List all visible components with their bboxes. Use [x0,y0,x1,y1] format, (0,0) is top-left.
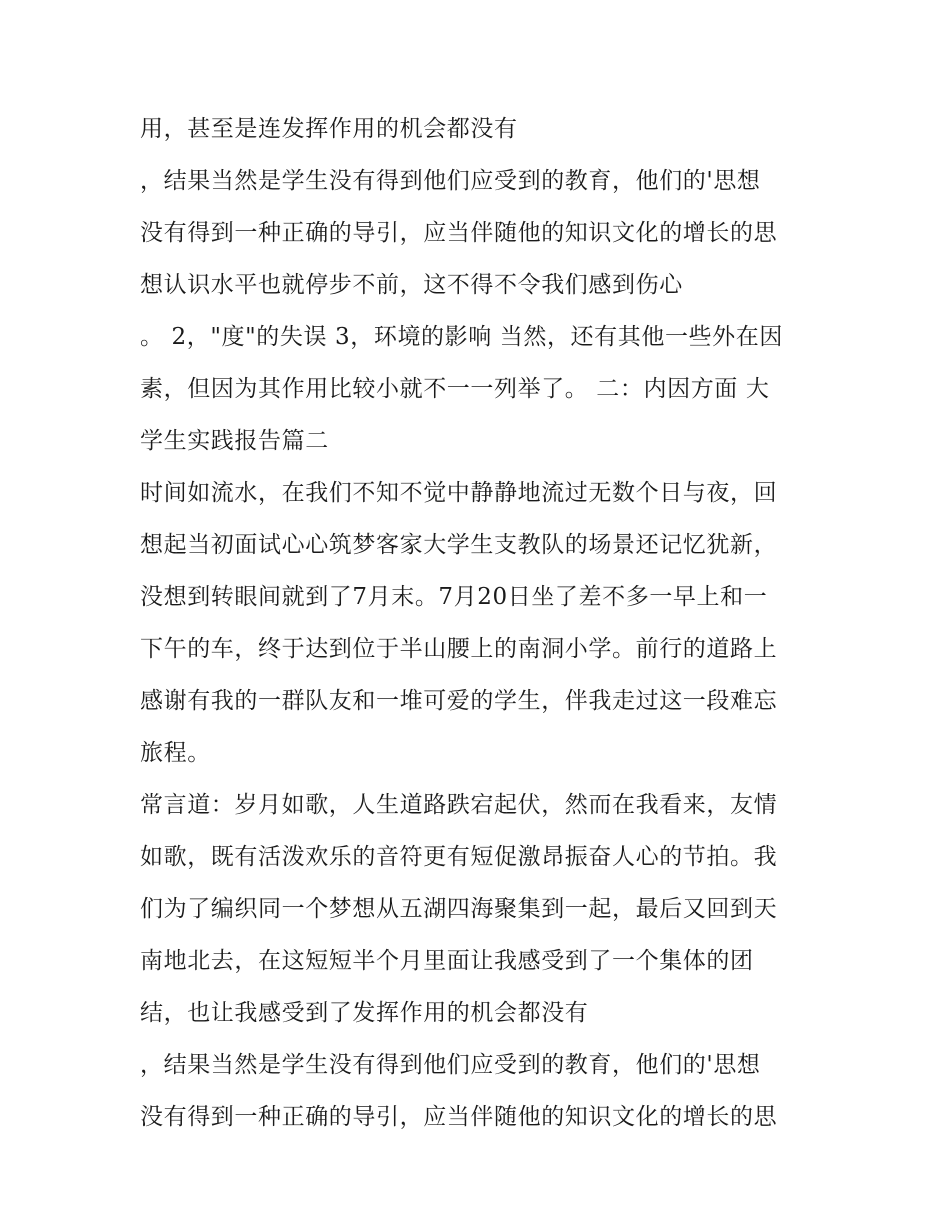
body-text [140,103,820,1143]
text-line: 素，但因为其作用比较小就不一一列举了。 二：内因方面 大 [140,376,770,402]
text-line: 时间如流水，在我们不知不觉中静静地流过无数个日与夜，回 [140,480,778,506]
text-line: ，结果当然是学生没有得到他们应受到的教育，他们的'思想 [140,1052,761,1078]
text-line: 没有得到一种正确的导引，应当伴随他的知识文化的增长的思 [140,1104,778,1130]
text-line: ，结果当然是学生没有得到他们应受到的教育，他们的'思想 [140,168,761,194]
text-line: 学生实践报告篇二 [140,428,329,454]
text-line: 想起当初面试心心筑梦客家大学生支教队的场景还记忆犹新， [140,532,778,558]
text-line: 们为了编织同一个梦想从五湖四海聚集到一起，最后又回到天 [140,896,778,922]
text-line: 结，也让我感受到了发挥作用的机会都没有 [140,1000,589,1026]
text-line: 。 2，"度"的失误 3，环境的影响 当然，还有其他一些外在因 [140,324,783,350]
text-line: 常言道：岁月如歌，人生道路跌宕起伏，然而在我看来，友情 [140,792,778,818]
text-line: 南地北去，在这短短半个月里面让我感受到了一个集体的团 [140,948,754,974]
text-line: 用，甚至是连发挥作用的机会都没有 [140,116,518,142]
text-line: 旅程。 [140,740,211,766]
text-line: 感谢有我的一群队友和一堆可爱的学生，伴我走过这一段难忘 [140,688,778,714]
text-line: 没想到转眼间就到了7月末。7月20日坐了差不多一早上和一 [140,584,768,610]
text-line: 下午的车，终于达到位于半山腰上的南洞小学。前行的道路上 [140,636,778,662]
text-line: 想认识水平也就停步不前，这不得不令我们感到伤心 [140,272,683,298]
text-line: 没有得到一种正确的导引，应当伴随他的知识文化的增长的思 [140,220,778,246]
text-line: 如歌，既有活泼欢乐的音符更有短促激昂振奋人心的节拍。我 [140,844,778,870]
